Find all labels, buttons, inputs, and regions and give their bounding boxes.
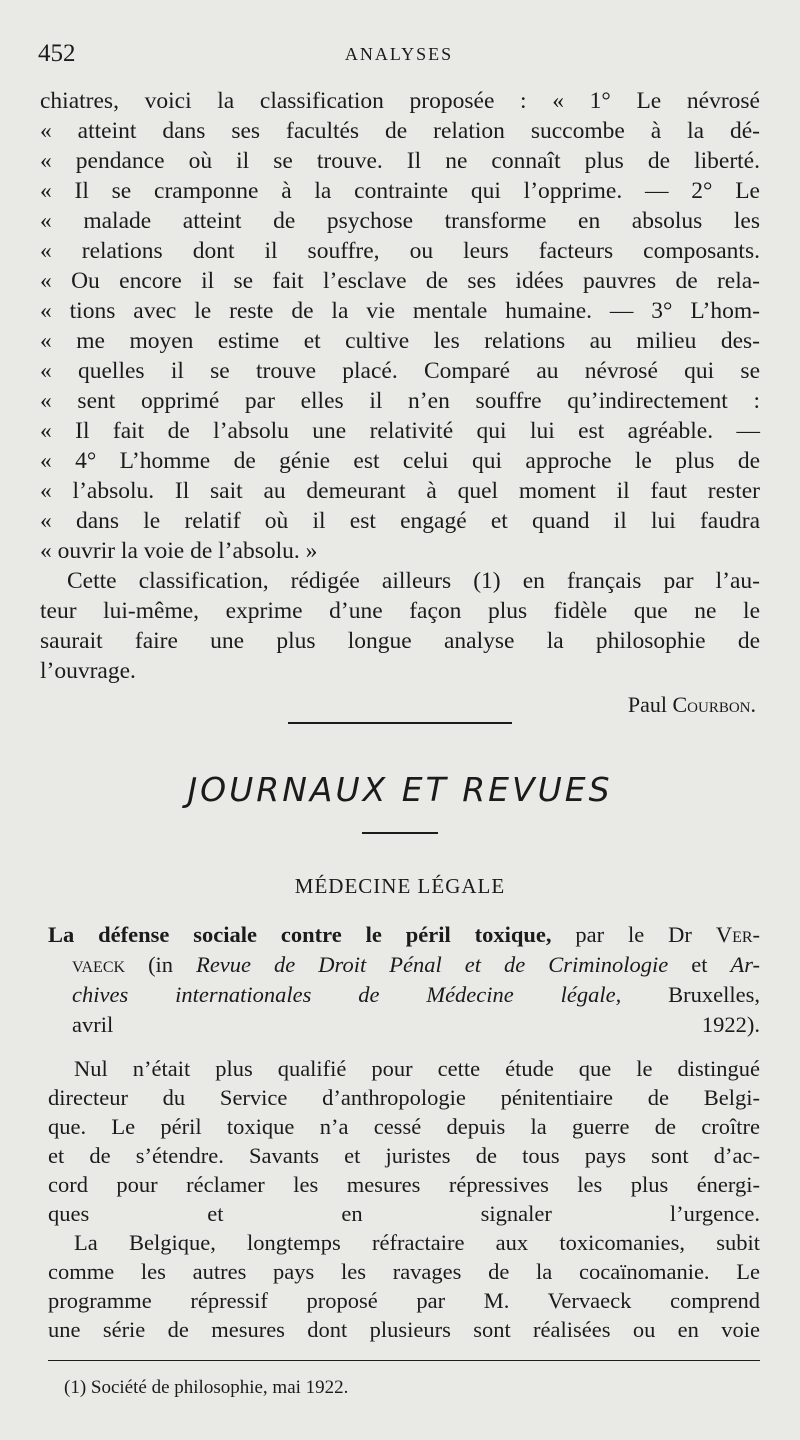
footnote: (1) Société de philosophie, mai 1922. xyxy=(64,1377,349,1398)
body-line: que. Le péril toxique n’a cessé depuis la guerre de croître xyxy=(48,1114,760,1139)
review-text xyxy=(40,86,760,718)
body-line: programme répressif proposé par M. Vervaeck comprend xyxy=(48,1288,760,1313)
journal-title: Revue de Droit Pénal et de Criminologie xyxy=(196,952,669,977)
quote-line: « dans le relatif où il est engagé et quand il lui faudra xyxy=(40,508,760,534)
citation-place: Bruxelles, xyxy=(668,982,760,1007)
quote-line: « malade atteint de psychose transforme en absolus les xyxy=(40,208,760,234)
section-title: JOURNAUX ET REVUES xyxy=(187,770,613,809)
citation-text: et xyxy=(691,952,708,977)
paragraph-line: Cette classification, rédigée ailleurs (1) en français par l’au- xyxy=(67,568,760,594)
section-divider xyxy=(288,722,512,724)
quote-line: « Il fait de l’absolu une relativité qui lui est agréable. — xyxy=(40,418,760,444)
journal-title: Ar- xyxy=(730,952,761,977)
quote-line: « Il se cramponne à la contrainte qui l’opprime. — 2° Le xyxy=(40,178,760,204)
paragraph-line: saurait faire une plus longue analyse la philosophie de xyxy=(40,628,760,654)
quote-line: « me moyen estime et cultive les relations au milieu des- xyxy=(40,328,760,354)
body-line: directeur du Service d’anthropologie pénitentiaire de Belgi- xyxy=(48,1085,760,1110)
article-reference-line xyxy=(48,980,760,1010)
page-number: 452 xyxy=(38,40,76,67)
running-header xyxy=(38,40,760,74)
body-line: La Belgique, longtemps réfractaire aux toxicomanies, subit xyxy=(74,1230,760,1255)
article-reference-line xyxy=(48,950,760,980)
quote-line: « sent opprimé par elles il n’en souffre qu’indirectement : xyxy=(40,388,760,414)
body-line: et de s’étendre. Savants et juristes de tous pays sont d’ac- xyxy=(48,1143,760,1168)
quote-line: « quelles il se trouve placé. Comparé au névrosé qui se xyxy=(40,358,760,384)
article-title: La défense sociale contre le péril toxique, xyxy=(48,922,552,947)
citation-text: (in xyxy=(148,952,174,977)
quote-line: « tions avec le reste de la vie mentale humaine. — 3° L’hom- xyxy=(40,298,760,324)
author-name-end: vaeck xyxy=(72,952,126,977)
body-line: une série de mesures dont plusieurs sont réalisées ou en voie xyxy=(48,1317,760,1342)
quote-line: « relations dont il souffre, ou leurs facteurs composants. xyxy=(40,238,760,264)
quote-line: « 4° L’homme de génie est celui qui approche le plus de xyxy=(40,448,760,474)
signature-first-name: Paul xyxy=(627,692,667,717)
body-line: comme les autres pays les ravages de la cocaïnomanie. Le xyxy=(48,1259,760,1284)
quote-line: chiatres, voici la classification proposée : « 1° Le névrosé xyxy=(40,88,760,114)
body-line: ques et en signaler l’urgence. xyxy=(48,1201,760,1226)
quote-line: « ouvrir la voie de l’absolu. » xyxy=(40,538,318,564)
quote-line: « l’absolu. Il sait au demeurant à quel moment il faut rester xyxy=(40,478,760,504)
quote-line: « Ou encore il se fait l’esclave de ses idées pauvres de rela- xyxy=(40,268,760,294)
body-line: cord pour réclamer les mesures répressives les plus énergi- xyxy=(48,1172,760,1197)
author-name: Ver- xyxy=(715,922,761,947)
citation-date: avril 1922). xyxy=(72,1012,760,1037)
article-reference-line xyxy=(48,920,760,950)
quote-line: « atteint dans ses facultés de relation succombe à la dé- xyxy=(40,118,760,144)
journal-title: chives internationales de Médecine légale, xyxy=(72,982,622,1007)
subsection-title: MÉDECINE LÉGALE xyxy=(294,874,506,898)
article-body xyxy=(48,1054,760,1344)
author-prefix: par le Dr xyxy=(575,922,692,947)
section-underline xyxy=(362,832,438,834)
running-title: ANALYSES xyxy=(344,44,454,64)
paragraph-line: teur lui-même, exprime d’une façon plus fidèle que ne le xyxy=(40,598,760,624)
quote-line: « pendance où il se trouve. Il ne connaît plus de liberté. xyxy=(40,148,760,174)
review-signature xyxy=(40,692,760,718)
signature-last-name: Courbon. xyxy=(672,692,756,717)
footnote-divider xyxy=(48,1360,760,1361)
article xyxy=(48,920,760,1344)
body-line: Nul n’était plus qualifié pour cette étude que le distingué xyxy=(74,1056,760,1081)
paragraph-line: l’ouvrage. xyxy=(40,658,136,684)
